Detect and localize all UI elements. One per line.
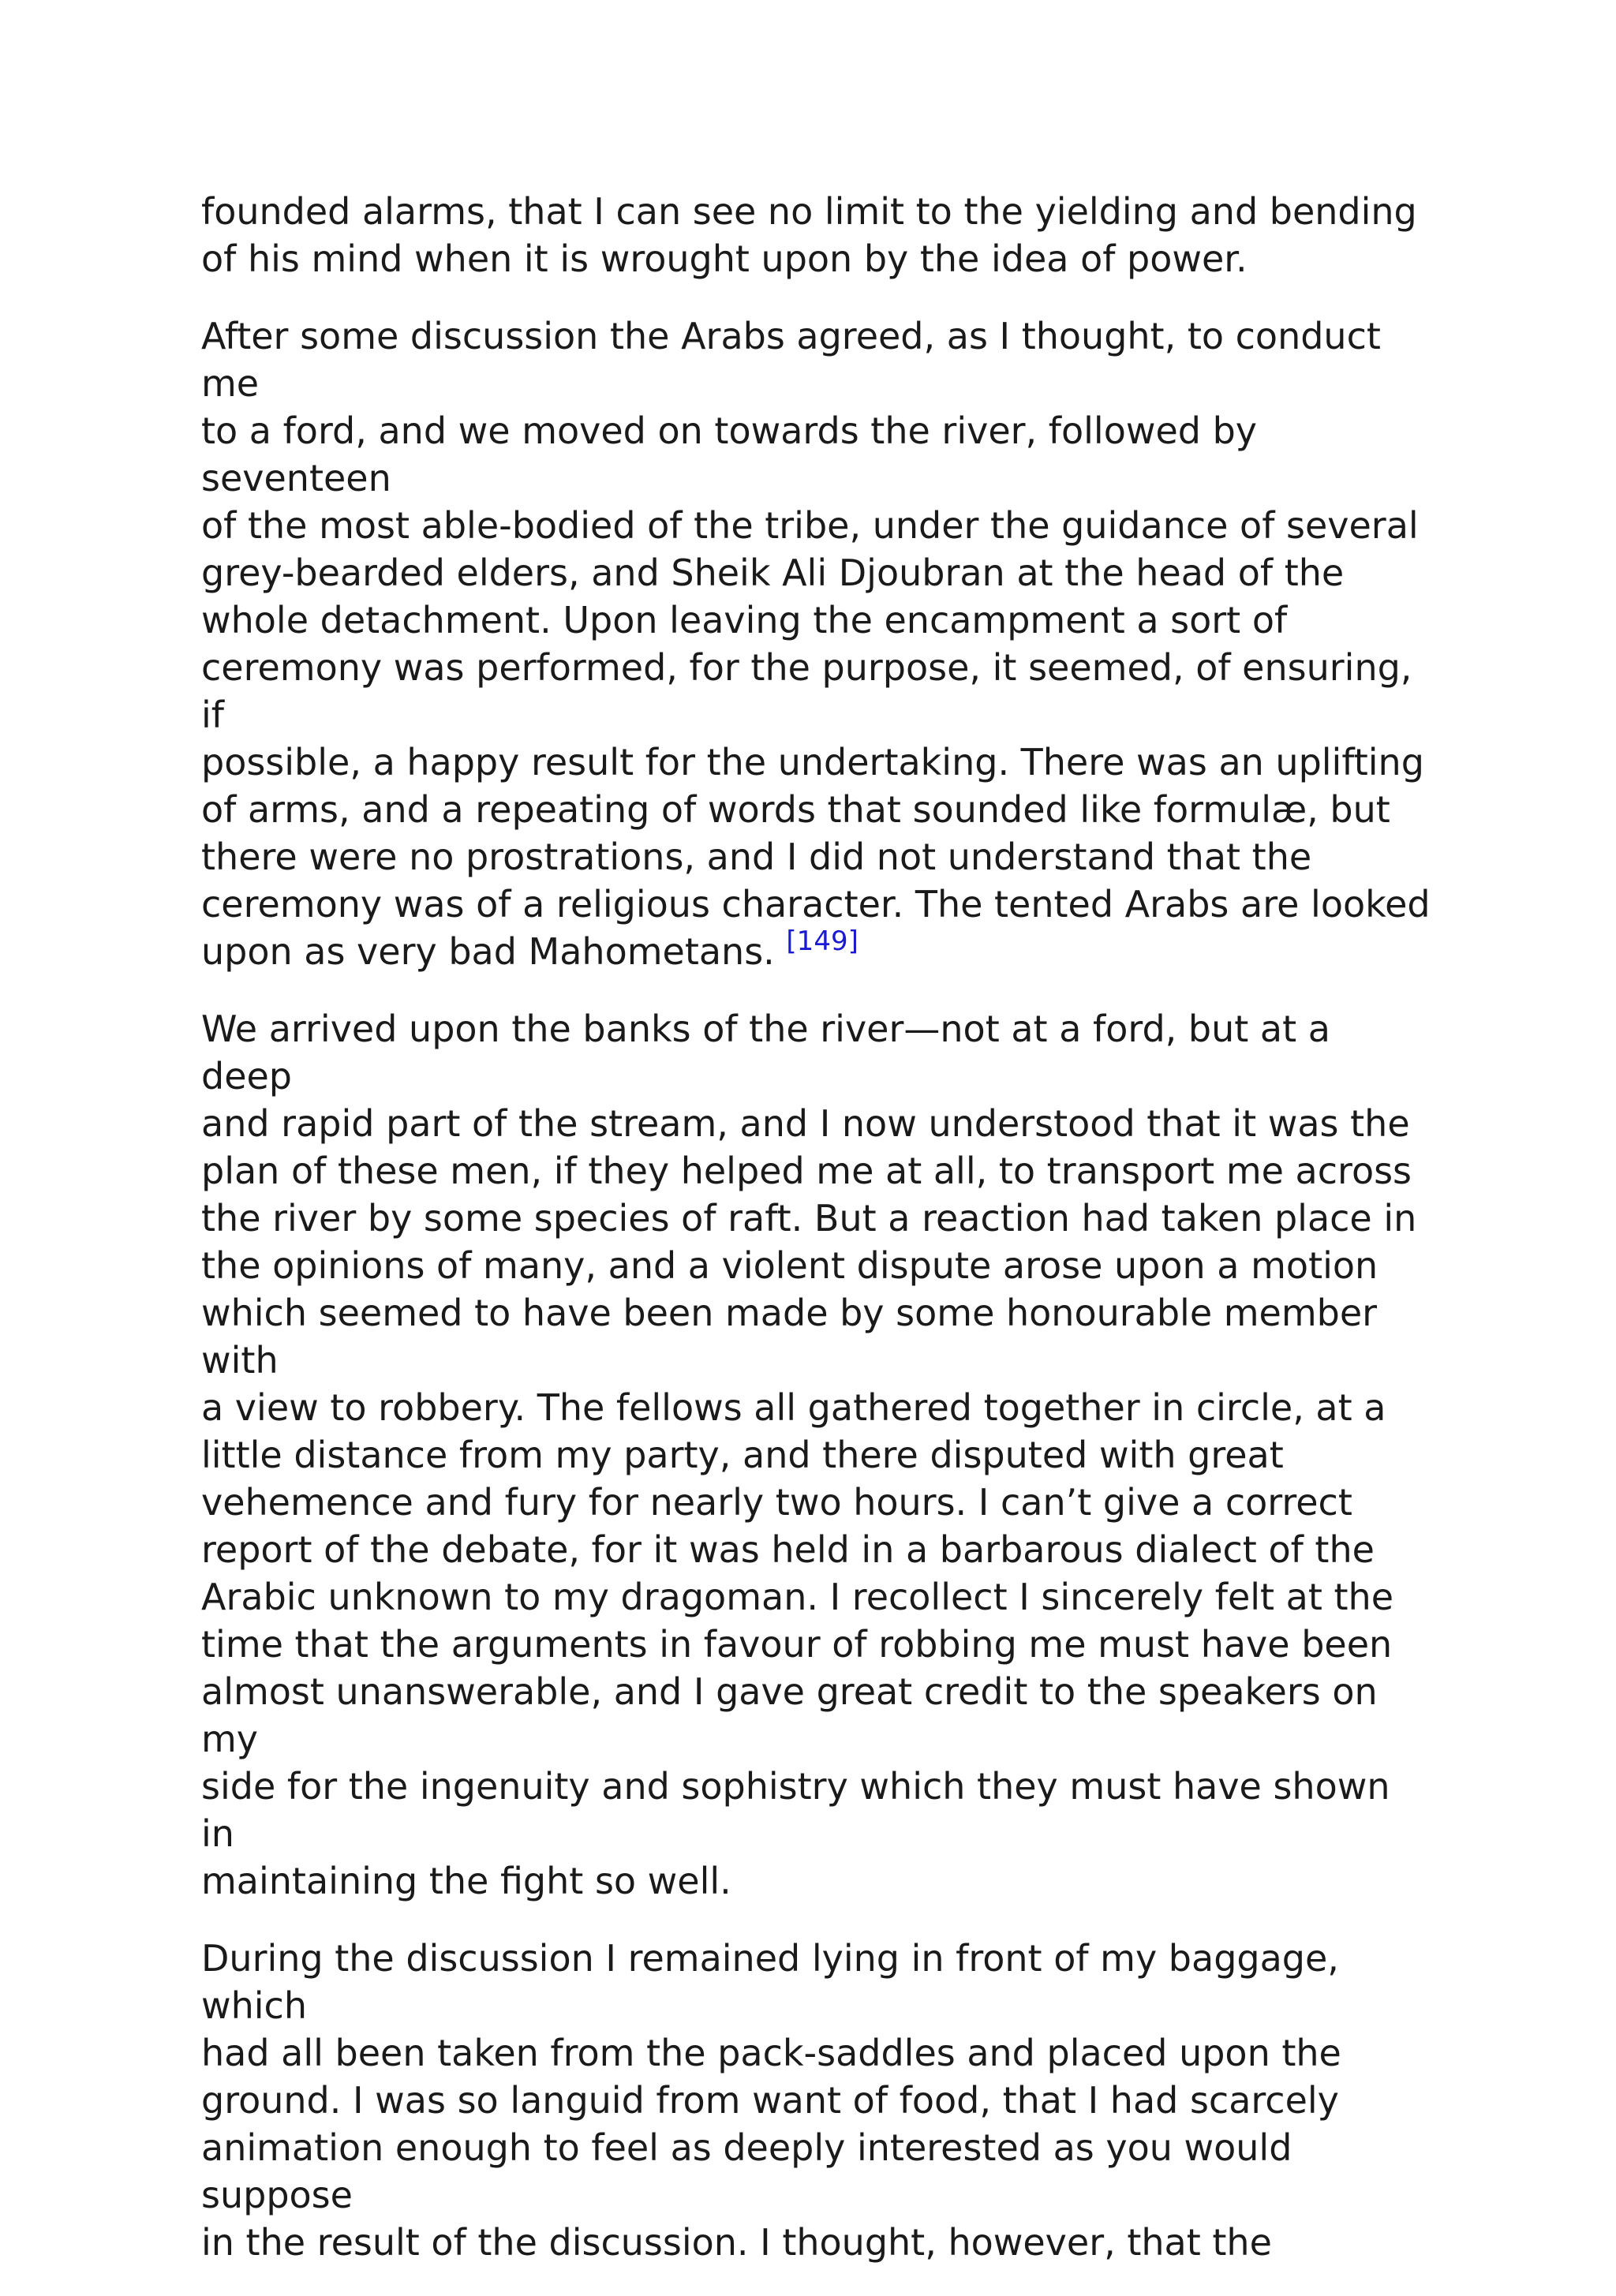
- paragraph-1: founded alarms, that I can see no limit to the yielding and bending of his mind when it is wrought upon by the idea of power.: [201, 190, 1417, 280]
- paragraph-2: [201, 312, 1432, 975]
- paragraph-4: During the discussion I remained lying in front of my baggage, which had all been taken from the pack-saddles and placed upon the ground. I was so languid from want of food, that I had scarcely animation enough to feel as deeply interested as you would suppose in the result of the discussion. I thought, however, that the: [201, 1937, 1341, 2264]
- paragraph-3: We arrived upon the banks of the river—not at a ford, but at a deep and rapid part of the stream, and I now understood that it was the plan of these men, if they helped me at all, to transport me across the river by some species of raft. But a reaction had taken place in the opinions of many, and a violent dispute arose upon a motion which seemed to have been made by some honourable member with a view to robbery. The fellows all gathered together in circle, at a little distance from my party, and there disputed with great vehemence and fury for nearly two hours. I can’t give a correct report of the debate, for it was held in a barbarous dialect of the Arabic unknown to my dragoman. I recollect I sincerely felt at the time that the arguments in favour of robbing me must have been almost unanswerable, and I gave great credit to the speakers on my side for the ingenuity and sophistry which they must have shown in maintaining the fight so well.: [201, 1008, 1417, 1902]
- footnote-link-149[interactable]: [149]: [786, 926, 858, 957]
- paragraph-2-text: After some discussion the Arabs agreed, as I thought, to conduct me to a ford, and we moved on towards the river, followed by seventeen of the most able-bodied of the tribe, under the guidance of several grey-bearded elders, and Sheik Ali Djoubran at the head of the whole detachment. Upon leaving the encampment a sort of ceremony was performed, for the purpose, it seemed, of ensuring, if possible, a happy result for the undertaking. There was an uplifting of arms, and a repeating of words that sounded like formulæ, but there were no prostrations, and I did not understand that the ceremony was of a religious character. The tented Arabs are looked upon as very bad Mahometans.: [201, 315, 1431, 973]
- page-body: [201, 188, 1432, 2296]
